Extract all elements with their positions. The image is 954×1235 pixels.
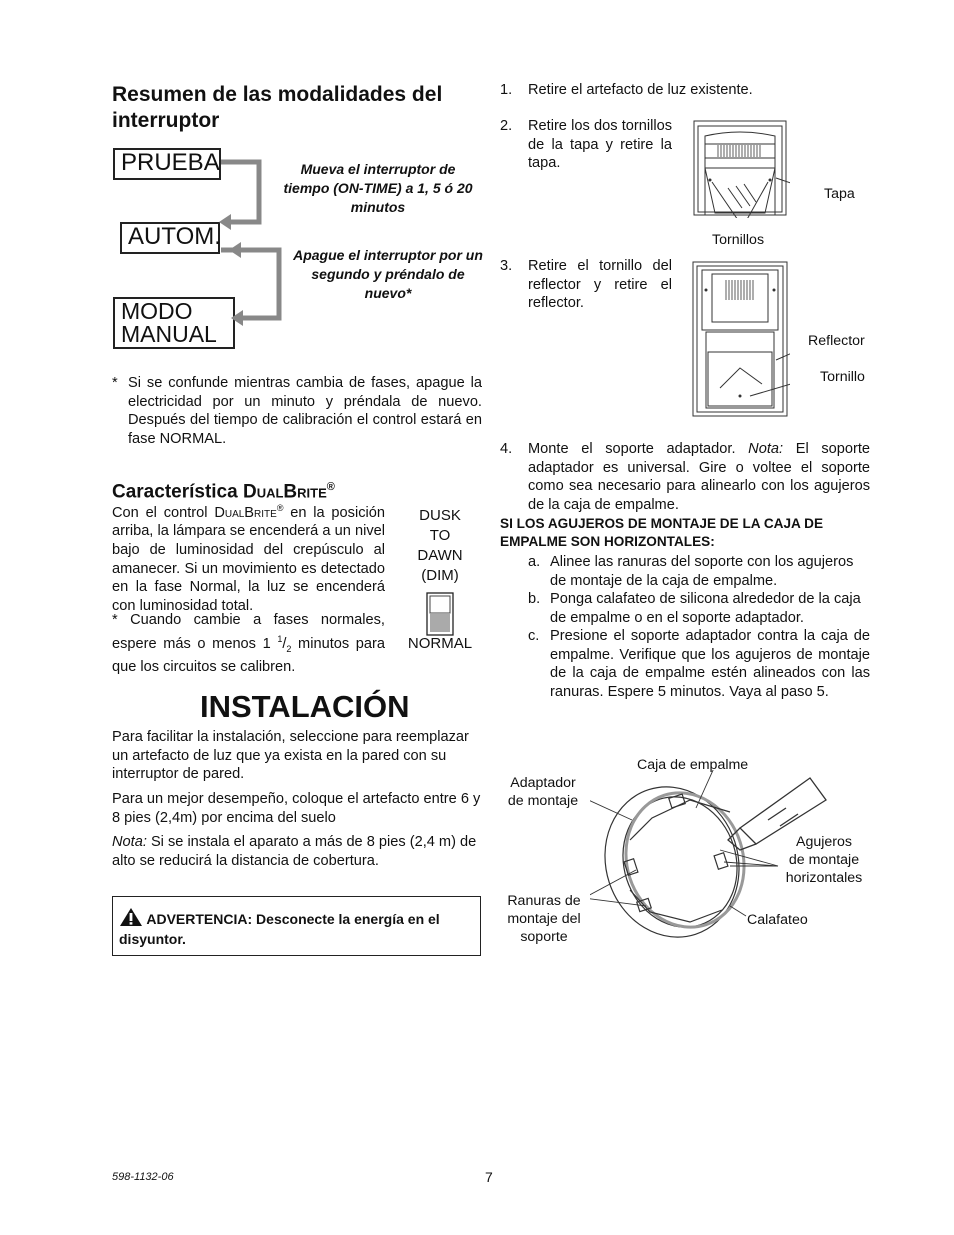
substep-text: Alinee las ranuras del soporte con los agujeros de montaje de la caja de empalme. <box>550 554 854 589</box>
cover-figure <box>690 118 790 218</box>
warning-text: ADVERTENCIA: Desconecte la energía en el disyuntor. <box>119 911 440 947</box>
note-power-cycle: Apague el interruptor por un segundo y préndalo de nuevo* <box>293 247 483 301</box>
dualbrite-calibration-note: * Cuando cambie a fases normales, espere más o menos 1 $^1/_2$ minutos para que los circuitos se calibren. <box>112 612 385 675</box>
step-text: Retire los dos tornillos de la tapa y retire la tapa. <box>528 118 672 172</box>
substep-letter: b. <box>528 591 541 607</box>
dualbrite-p1-brand: DualBrite <box>214 504 277 521</box>
step-text: Retire el artefacto de luz existente. <box>528 82 753 98</box>
label-caja-empalme: Caja de empalme <box>637 757 749 773</box>
mode-box-test <box>113 148 221 180</box>
substep-text: Presione el soporte adaptador contra la caja de empalme. Verifique que los agujeros de montaje de la caja de empalme estén alineados con las ranuras. Espere 5 minutos. Vaya al paso 5. <box>550 628 870 700</box>
substep-a <box>528 553 870 590</box>
label-calafateo: Calafateo <box>747 912 808 928</box>
label-agujeros-1: Agujeros <box>796 834 852 850</box>
substep-text: Ponga calafateo de silicona alrededor de la caja de empalme o en el soporte adaptador. <box>550 591 861 626</box>
step-number: 4. <box>500 441 513 457</box>
label-tornillo: Tornillo <box>820 369 865 385</box>
fraction-den: 2 <box>286 643 292 654</box>
mode-auto-label: AUTOM. <box>128 223 221 250</box>
asterisk-mark: * <box>112 375 118 391</box>
label-adaptador <box>503 774 583 810</box>
label-agujeros-3: horizontales <box>785 870 863 886</box>
dualbrite-switch-icon <box>426 592 454 636</box>
step4-nota: Nota: <box>748 441 784 457</box>
step4-text-a: Monte el soporte adaptador. <box>528 441 749 457</box>
label-agujeros-2: de montaje <box>788 852 860 868</box>
registered-mark: ® <box>326 481 335 493</box>
switch-label-dawn: DAWN <box>417 547 463 564</box>
label-agujeros <box>778 833 870 887</box>
dualbrite-p1-a: Con el control <box>112 504 215 521</box>
step-number: 1. <box>500 82 513 98</box>
asterisk-note: Si se confunde mientras cambia de fases, apague la electricidad por un minuto y préndala de nuevo. Después del tiempo de calibración el control estará en fase NORMAL. <box>128 375 482 447</box>
label-reflector: Reflector <box>808 333 865 349</box>
mode-box-auto <box>120 222 220 254</box>
switch-label-dusk: DUSK <box>419 507 461 524</box>
switch-bottom-label: NORMAL <box>407 635 473 652</box>
reflector-figure <box>690 260 790 418</box>
calibration-text-a: * Cuando cambie a fases normales, espere más o menos 1 <box>112 612 385 652</box>
installation-title: INSTALACIÓN <box>200 689 410 724</box>
install-paragraph-3 <box>112 833 482 870</box>
page-number: 7 <box>485 1169 493 1185</box>
mode-manual-label-2: MANUAL <box>121 321 217 347</box>
step-number: 3. <box>500 258 513 274</box>
install-paragraph-1: Para facilitar la instalación, seleccione para reemplazar un artefacto de luz que ya exista en la pared con su interruptor de pared. <box>112 729 469 783</box>
step-text: Retire el tornillo del reflector y retire el reflector. <box>528 258 672 312</box>
step-3 <box>500 257 672 313</box>
label-adaptador-1: Adaptador <box>510 775 576 791</box>
step4-text-b: El soporte adaptador es universal. Gire o voltee el soporte como sea necesario para alinearlo con los agujeros de la caja de empalme. <box>528 441 871 513</box>
step-2 <box>500 117 672 173</box>
label-tapa: Tapa <box>824 186 855 202</box>
dualbrite-paragraph <box>112 499 385 615</box>
substep-c <box>528 627 870 701</box>
label-ranuras <box>500 892 588 946</box>
label-tornillos: Tornillos <box>712 232 765 248</box>
note-on-time: Mueva el interruptor de tiempo (ON-TIME) a 1, 5 ó 20 minutos <box>283 161 473 215</box>
switch-label-to: TO <box>429 527 451 544</box>
label-ranuras-1: Ranuras de <box>507 893 581 909</box>
mode-test-label: PRUEBA <box>121 149 220 176</box>
label-ranuras-3: soporte <box>520 929 568 945</box>
step-number: 2. <box>500 118 513 134</box>
step-1 <box>500 81 870 101</box>
switch-top-label <box>400 506 480 586</box>
step-4 <box>500 440 870 514</box>
dualbrite-title-text: Característica <box>112 481 243 503</box>
substep-b <box>528 590 870 627</box>
warning-box <box>112 896 481 956</box>
mode-manual-label-1: MODO <box>121 298 193 324</box>
install-p3-text: Si se instala el aparato a más de 8 pies (2,4 m) de alto se reducirá la distancia de cobertura. <box>112 834 477 869</box>
summary-title: Resumen de las modalidades del interruptor <box>112 83 443 132</box>
switch-label-dim: (DIM) <box>421 567 459 584</box>
install-paragraph-2: Para un mejor desempeño, coloque el artefacto entre 6 y 8 pies (2,4m) por encima del suelo <box>112 791 481 826</box>
label-adaptador-2: de montaje <box>507 793 579 809</box>
calibration-text-b: minutos para que los circuitos se calibren. <box>112 635 385 675</box>
warning-triangle-icon <box>119 907 143 927</box>
substep-letter: a. <box>528 554 541 570</box>
document-code: 598-1132-06 <box>112 1171 174 1183</box>
substep-letter: c. <box>528 628 540 644</box>
dualbrite-p1-c: en la posición arriba, la lámpara se encenderá a un nivel bajo de luminosidad del crepúsculo al amanecer. Si un movimiento es detectado en la fase Normal, la luz se encenderá con luminosidad total. <box>112 504 385 614</box>
dualbrite-brand: DualBrite <box>242 481 327 503</box>
horizontal-holes-heading: SI LOS AGUJEROS DE MONTAJE DE LA CAJA DE EMPALME SON HORIZONTALES: <box>500 516 824 550</box>
label-ranuras-2: montaje del <box>507 911 581 927</box>
fraction-num: 1 <box>277 633 283 644</box>
registered-mark-2: ® <box>276 503 284 513</box>
nota-label: Nota: <box>112 834 147 850</box>
